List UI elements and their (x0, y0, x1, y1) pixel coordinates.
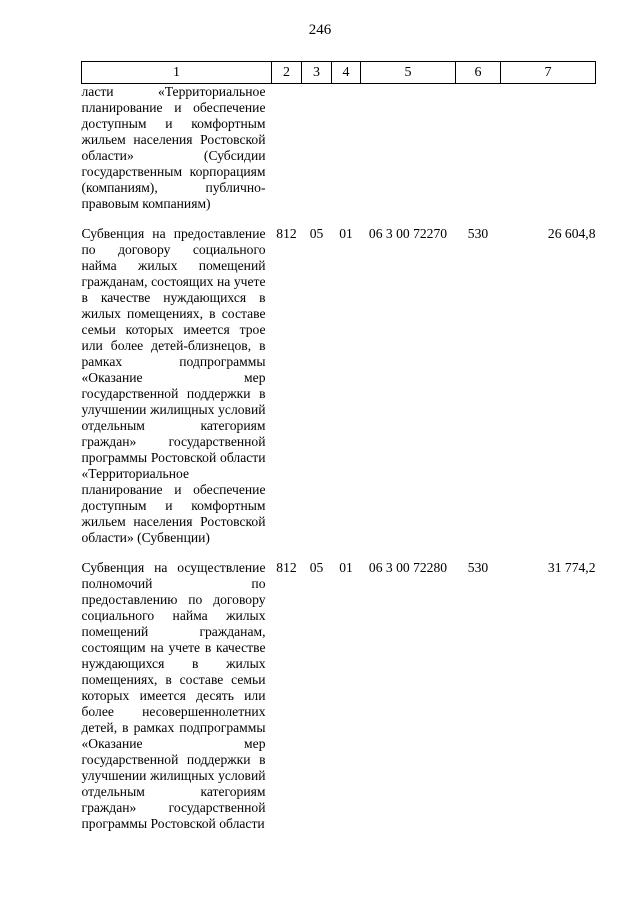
row-expense-type (456, 84, 501, 227)
row-description: Субвенция на предоставление по договору социального найма жилых помещений гражданам, состоящих на учете в качестве нуждающихся в жилых помещениях, в составе семьи которых имеется трое или более детей-близнецов, в рамках подпрограммы «Оказание мер государственной поддержки в улучшении жилищных условий отдельным категориям граждан» государственной программы Ростовской области «Территориальное планирование и обеспечение доступным и комфортным жильем населения Ростовской области» (Субвенции) (81, 226, 266, 545)
row-ministry-code (272, 84, 302, 227)
row-subsection-code (332, 84, 361, 227)
row-description: ласти «Территориальное планирование и обеспечение доступным и комфортным жильем населения Ростовской области» (Субсидии государственным корпорациям (компаниям), публично-правовым компаниям) (81, 84, 266, 211)
header-col-6: 6 (456, 62, 501, 84)
header-col-3: 3 (302, 62, 332, 84)
header-col-4: 4 (332, 62, 361, 84)
row-ministry-code: 812 (276, 560, 297, 575)
row-section-code: 05 (309, 560, 324, 575)
row-ministry-code: 812 (276, 226, 297, 241)
header-col-2: 2 (272, 62, 302, 84)
row-subsection-code: 01 (339, 560, 353, 575)
table-row (82, 560, 596, 832)
row-subsection-code: 01 (339, 226, 353, 241)
row-description: Субвенция на осуществление полномочий по предоставлению по договору социального найма жилых помещений гражданам, состоящим на учете в качестве нуждающихся в жилых помещениях, в составе семьи которых имеется десять или более несовершеннолетних детей, в рамках подпрограммы «Оказание мер государственной поддержки в улучшении жилищных условий отдельным категориям граждан» государственной программы Ростовской области (81, 560, 266, 831)
budget-table (81, 61, 596, 832)
row-target-article: 06 3 00 72280 (368, 560, 448, 575)
page-number: 246 (308, 22, 332, 38)
row-expense-type: 530 (467, 560, 489, 575)
row-section-code: 05 (309, 226, 324, 241)
row-expense-type: 530 (467, 226, 489, 241)
header-col-7: 7 (501, 62, 596, 84)
table-header (82, 62, 596, 84)
row-target-article (361, 84, 456, 227)
header-col-1: 1 (82, 62, 272, 84)
row-section-code (302, 84, 332, 227)
header-col-5: 5 (361, 62, 456, 84)
row-target-article: 06 3 00 72270 (368, 226, 448, 241)
row-amount: 26 604,8 (547, 226, 596, 241)
row-amount (501, 84, 596, 227)
table-row (82, 84, 596, 227)
table-row (82, 226, 596, 560)
row-amount: 31 774,2 (547, 560, 596, 575)
